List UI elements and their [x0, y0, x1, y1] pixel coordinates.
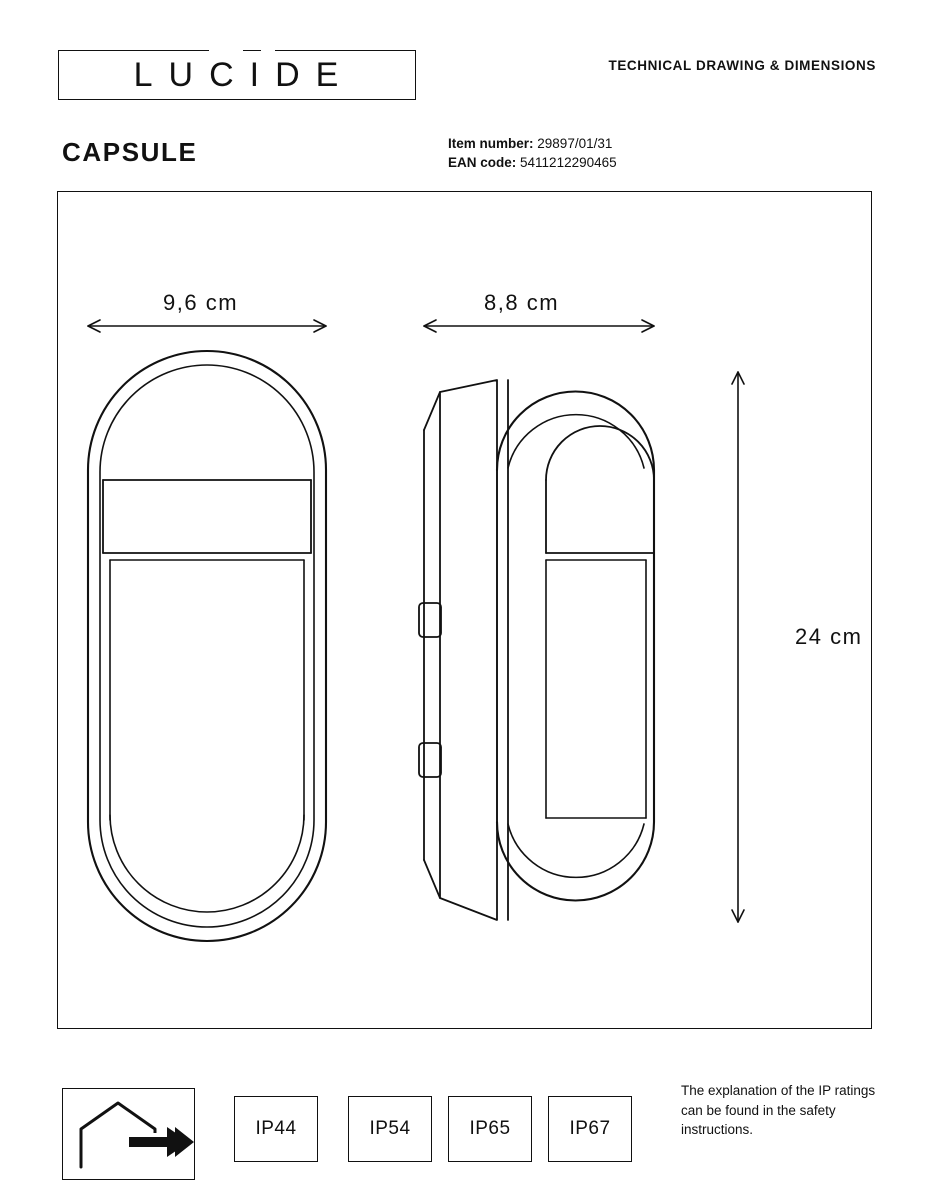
- height-label: 24 cm: [795, 624, 863, 649]
- item-number-label: Item number:: [448, 136, 534, 151]
- ean-row: [448, 153, 617, 172]
- ip-rating-ip67: IP67: [548, 1096, 632, 1162]
- ean-label: EAN code:: [448, 155, 517, 170]
- item-number-value: 29897/01/31: [537, 136, 613, 151]
- house-arrow-icon: [63, 1089, 194, 1179]
- side-width-label: 8,8 cm: [484, 290, 560, 315]
- ip-rating-ip44: IP44: [234, 1096, 318, 1162]
- page-title: CAPSULE: [62, 137, 198, 167]
- logo-notch-left: [209, 48, 243, 56]
- ip-explanation-note: The explanation of the IP ratings can be found in the safety instructions.: [681, 1083, 876, 1137]
- indoor-outdoor-icon-box: [62, 1088, 195, 1180]
- item-info: [448, 134, 617, 172]
- logo-notch-right: [261, 48, 275, 56]
- ip-rating-ip54: IP54: [348, 1096, 432, 1162]
- brand-logo: [58, 50, 416, 100]
- brand-logo-text: LUCIDE: [133, 55, 355, 94]
- document-type-title: TECHNICAL DRAWING & DIMENSIONS: [608, 58, 876, 73]
- ean-value: 5411212290465: [520, 155, 617, 170]
- item-number-row: [448, 134, 617, 153]
- front-width-label: 9,6 cm: [163, 290, 239, 315]
- ip-rating-ip65: IP65: [448, 1096, 532, 1162]
- drawing-frame: [57, 191, 872, 1029]
